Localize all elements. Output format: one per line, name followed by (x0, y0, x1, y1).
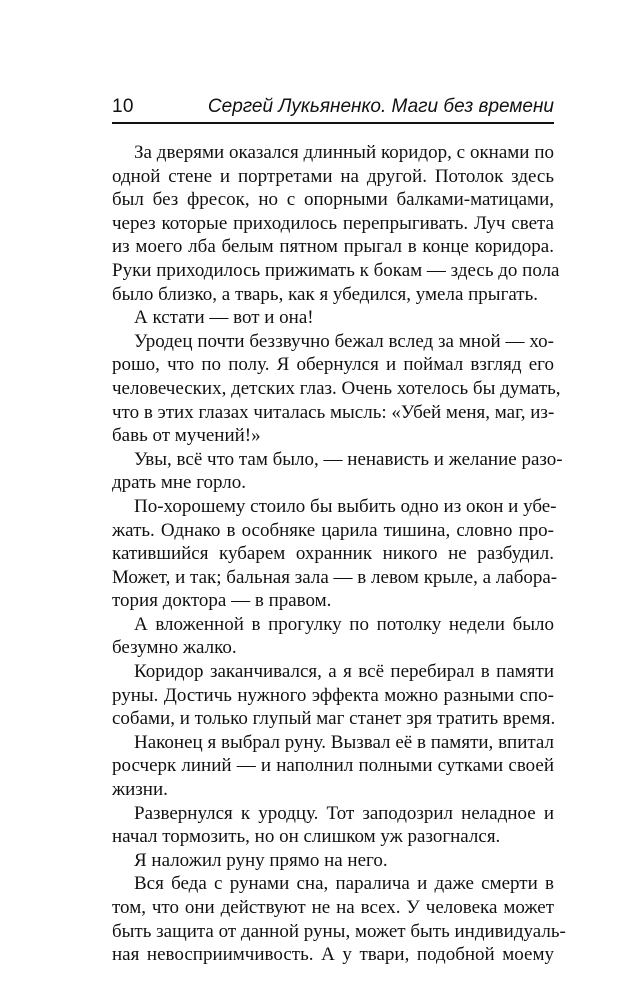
text-line: безумно жалко. (112, 637, 237, 659)
text-line: ная невосприимчивость. А у твари, подобной моему (112, 944, 554, 966)
text-line: Уродец почти беззвучно бежал вслед за мной — хо- (134, 330, 554, 352)
text-line: одной стене и портретами на другой. Потолок здесь (112, 165, 554, 187)
paragraph (112, 495, 558, 613)
text-line: бавь от мучений!» (112, 425, 261, 447)
text-line: Может, и так; бальная зала — в левом крыле, а лабора- (112, 566, 558, 588)
text-line: начал тормозить, но он слишком уж разогнался. (112, 826, 501, 848)
paragraph (112, 306, 554, 330)
page-number: 10 (112, 96, 134, 117)
text-line: Увы, всё что там было, — ненависть и желание разо- (134, 448, 563, 470)
text-line: быть защита от данной руны, может быть индивидуаль- (112, 920, 566, 942)
text-line: За дверями оказался длинный коридор, с окнами по (134, 142, 554, 163)
text-line: Вся беда с рунами сна, паралича и даже смерти в (134, 873, 554, 895)
paragraph (112, 802, 554, 849)
body-text (112, 141, 566, 967)
paragraph (112, 330, 561, 448)
text-line: По-хорошему стоило бы выбить одно из окон и убе- (134, 495, 557, 517)
running-title: Сергей Лукьяненко. Маги без времени (207, 96, 554, 117)
text-line: собами, и только глупый маг станет зря тратить время. (112, 708, 556, 730)
text-line: было близко, а тварь, как я убедился, умела прыгать. (112, 283, 539, 305)
text-line: жать. Однако в особняке царила тишина, словно про- (112, 519, 554, 541)
text-line: А вложенной в прогулку по потолку недели было (134, 613, 554, 635)
text-line: рошо, что по полу. Я обернулся и поймал взгляд его (112, 354, 554, 376)
text-line: А кстати — вот и она! (134, 307, 314, 329)
text-line: Руки приходилось прижимать к бокам — здесь до пола (112, 259, 560, 281)
paragraph (112, 613, 554, 660)
paragraph (112, 660, 554, 731)
text-line: катившийся кубарем охранник никого не разбудил. (112, 543, 554, 565)
text-line: том, что они действуют не на всех. У человека может (112, 897, 554, 918)
text-line: Наконец я выбрал руну. Вызвал её в памяти, впитал (134, 731, 554, 753)
text-line: что в этих глазах читалась мысль: «Убей меня, маг, из- (112, 401, 555, 423)
paragraph (112, 448, 563, 495)
text-line: тория доктора — в правом. (112, 590, 332, 612)
text-line: драть мне горло. (112, 472, 247, 494)
paragraph (112, 872, 566, 966)
text-line: росчерк линий — и наполнил полными сутками своей (112, 755, 554, 777)
text-line: Развернулся к уродцу. Тот заподозрил неладное и (134, 802, 554, 824)
text-line: Коридор заканчивался, а я всё перебирал в памяти (134, 661, 554, 683)
paragraph (112, 141, 560, 306)
running-header (112, 92, 554, 124)
text-line: из моего лба белым пятном прыгал в конце коридора. (112, 236, 554, 258)
paragraph (112, 731, 554, 802)
text-line: человеческих, детских глаз. Очень хотелось бы думать, (112, 377, 561, 399)
text-line: был без фресок, но с опорными балками-матицами, (112, 189, 554, 211)
text-line: руны. Достичь нужного эффекта можно разными спо- (112, 684, 554, 706)
text-line: через которые приходилось перепрыгивать. Луч света (112, 212, 554, 234)
paragraph (112, 849, 554, 873)
text-line: Я наложил руну прямо на него. (134, 849, 388, 871)
text-line: жизни. (112, 779, 168, 801)
